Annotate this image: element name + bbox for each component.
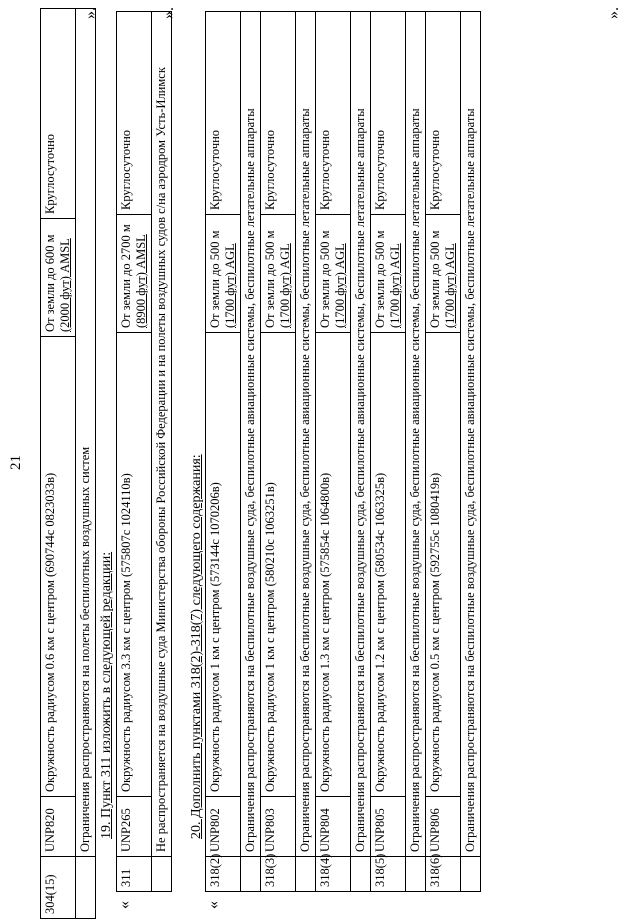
altitude-line-1: От земли до 500 м: [263, 230, 277, 328]
restriction-text: Ограничения распространяются на беспилотные воздушные суда, беспилотные авиационные системы, беспилотные летательные аппараты: [351, 12, 371, 857]
altitude-line-1: От земли до 500 м: [318, 230, 332, 328]
zone-code: UNP805: [371, 797, 406, 857]
restriction-text: Ограничения распространяются на беспилотные воздушные суда, беспилотные авиационные системы, беспилотные летательные аппараты: [406, 12, 426, 857]
row-number: 318(6): [426, 857, 461, 892]
table-row: [371, 12, 406, 892]
zone-description: Окружность радиусом 1 км с центром (580210с 1063251в): [261, 333, 296, 797]
row-number: 311: [117, 857, 152, 892]
table-row: [117, 12, 152, 892]
operating-time: Круглосуточно: [206, 12, 241, 215]
altitude-line-1: От земли до 600 м: [43, 234, 57, 332]
table-row: [152, 12, 172, 892]
table-section-20: [205, 11, 481, 892]
operating-time: Круглосуточно: [316, 12, 351, 215]
zone-code: UNP265: [117, 797, 152, 857]
table-section-19: [116, 11, 172, 892]
closing-quote: ».: [82, 7, 99, 19]
page-number: 21: [8, 455, 24, 470]
section-20-title: 20. Дополнить пунктами 318(2)-318(7) следующего содержания:: [189, 454, 204, 839]
altitude-line-2: (1700 фут) AGL: [388, 243, 402, 328]
zone-code: UNP802: [206, 797, 241, 857]
operating-time: Круглосуточно: [261, 12, 296, 215]
table-row: [426, 12, 461, 892]
row-number: 318(2): [206, 857, 241, 892]
restriction-text: Ограничения распространяются на полеты беспилотных воздушных систем: [76, 9, 96, 857]
zone-code: UNP820: [41, 797, 76, 857]
altitude-limits: [117, 215, 152, 333]
empty-cell: [152, 857, 172, 892]
operating-time: Круглосуточно: [41, 9, 76, 219]
altitude-line-1: От земли до 500 м: [208, 230, 222, 328]
table-row: [461, 12, 481, 892]
row-number: 318(3): [261, 857, 296, 892]
zone-description: Окружность радиусом 0.6 км с центром (690744с 0823033в): [41, 337, 76, 797]
zone-description: Окружность радиусом 1.3 км с центром (575854с 1064800в): [316, 333, 351, 797]
restriction-text: Ограничения распространяются на беспилотные воздушные суда, беспилотные авиационные системы, беспилотные летательные аппараты: [296, 12, 316, 857]
table-row: [206, 12, 241, 892]
altitude-limits: [261, 215, 296, 333]
restriction-text: Ограничения распространяются на беспилотные воздушные суда, беспилотные авиационные системы, беспилотные летательные аппараты: [241, 12, 261, 857]
zone-code: UNP804: [316, 797, 351, 857]
operating-time: Круглосуточно: [117, 12, 152, 215]
empty-cell: [296, 857, 316, 892]
table-row: [406, 12, 426, 892]
row-number: 318(5): [371, 857, 406, 892]
zone-description: Окружность радиусом 1 км с центром (573144с 1070206в): [206, 333, 241, 797]
table-top: [40, 8, 96, 919]
section-19-title: 19. Пункт 311 изложить в следующей редакции:: [99, 551, 114, 839]
empty-cell: [351, 857, 371, 892]
altitude-line-2: (2000 фут) AMSL: [58, 238, 72, 332]
empty-cell: [406, 857, 426, 892]
table-row: [296, 12, 316, 892]
zone-code: UNP806: [426, 797, 461, 857]
altitude-limits: [426, 215, 461, 333]
operating-time: Круглосуточно: [371, 12, 406, 215]
empty-cell: [76, 857, 96, 919]
empty-cell: [461, 857, 481, 892]
opening-quote: «: [116, 901, 133, 909]
zone-description: Окружность радиусом 1.2 км с центром (580534с 1063325в): [371, 333, 406, 797]
altitude-limits: [316, 215, 351, 333]
empty-cell: [241, 857, 261, 892]
operating-time: Круглосуточно: [426, 12, 461, 215]
altitude-limits: [206, 215, 241, 333]
restriction-text: Не распространяется на воздушные суда Министерства обороны Российской Федерации и на полеты воздушных судов с/на аэродром Усть-Илимск: [152, 12, 172, 857]
table-row: [41, 9, 76, 919]
closing-quote: ».: [160, 7, 177, 19]
table-row: [241, 12, 261, 892]
opening-quote: «: [205, 901, 222, 909]
altitude-line-1: От земли до 2700 м: [119, 224, 133, 328]
altitude-line-2: (1700 фут) AGL: [333, 243, 347, 328]
closing-quote: ».: [605, 7, 622, 19]
altitude-line-2: (1700 фут) AGL: [278, 243, 292, 328]
table-row: [76, 9, 96, 919]
altitude-limits: [41, 219, 76, 337]
altitude-line-2: (1700 фут) AGL: [223, 243, 237, 328]
row-number: 304(15): [41, 857, 76, 919]
altitude-line-2: (1700 фут) AGL: [443, 243, 457, 328]
zone-description: Окружность радиусом 0.5 км с центром (592755с 1080419в): [426, 333, 461, 797]
zone-description: Окружность радиусом 3.3 км с центром (575807с 1024110в): [117, 333, 152, 797]
table-row: [351, 12, 371, 892]
row-number: 318(4): [316, 857, 351, 892]
restriction-text: Ограничения распространяются на беспилотные воздушные суда, беспилотные авиационные системы, беспилотные летательные аппараты: [461, 12, 481, 857]
altitude-limits: [371, 215, 406, 333]
table-row: [316, 12, 351, 892]
altitude-line-1: От земли до 500 м: [373, 230, 387, 328]
table-row: [261, 12, 296, 892]
altitude-line-2: (8900 фут) AMSL: [134, 234, 148, 328]
zone-code: UNP803: [261, 797, 296, 857]
altitude-line-1: От земли до 500 м: [428, 230, 442, 328]
